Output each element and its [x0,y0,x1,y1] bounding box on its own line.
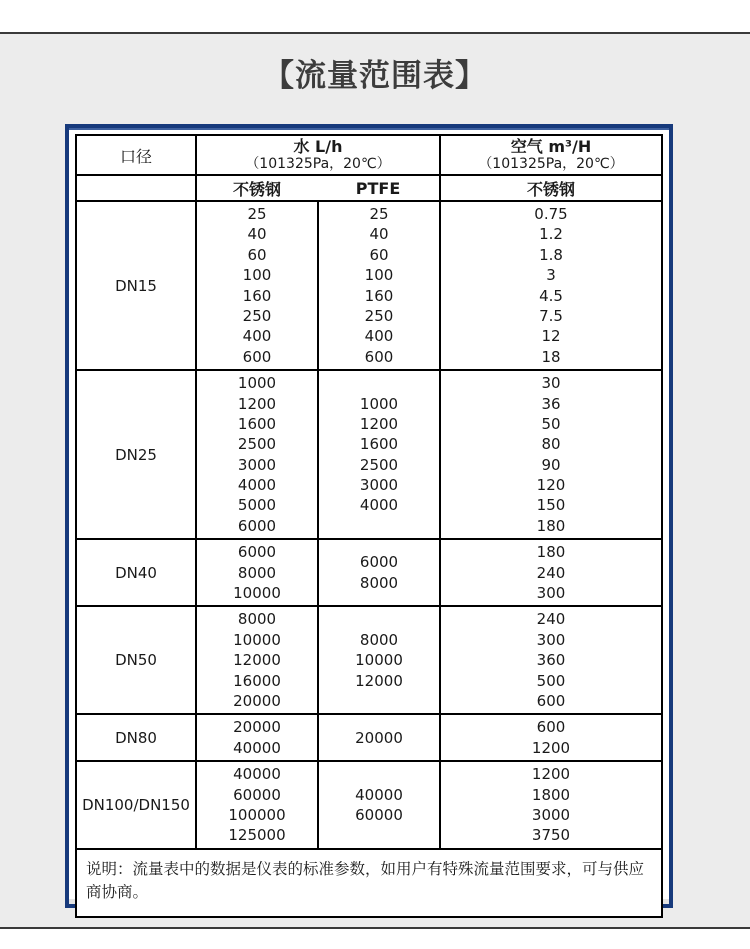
value-line: 3000 [531,805,571,824]
diameter-label: DN50 [115,651,157,670]
air-ss-cell [439,540,661,605]
value-line: 1600 [359,435,399,454]
value-line: 180 [536,543,566,562]
diameter-subheader-empty-cell [77,176,195,200]
value-line: 1800 [531,785,571,804]
air-ss-column-header: 不锈钢 [439,176,661,200]
value-line: 600 [536,691,566,710]
value-line: 40 [247,225,267,244]
value-line: 3750 [531,826,571,845]
value-line: 40000 [355,785,403,804]
diameter-label: DN80 [115,728,157,747]
table-row-dn100-dn150 [77,760,661,848]
value-line: 3000 [237,455,277,474]
ptfe-cell [317,762,439,848]
value-line: 400 [242,327,272,346]
value-line: 2500 [237,435,277,454]
value-line: 16000 [233,671,281,690]
value-line: 60 [369,245,389,264]
water-ss-cell [195,607,317,713]
value-line: 100 [242,266,272,285]
note-text: 说明：流量表中的数据是仪表的标准参数，如用户有特殊流量范围要求，可与供应商协商。 [86,859,645,901]
value-line: 100 [364,266,394,285]
diameter-label: DN100/DN150 [82,795,190,814]
water-group-condition: （101325Pa，20℃） [245,155,391,172]
value-line: 20000 [355,728,403,747]
value-line: 250 [364,306,394,325]
value-line: 125000 [228,826,286,845]
value-line: 8000 [359,573,399,592]
value-line: 160 [242,286,272,305]
value-line: 160 [364,286,394,305]
water-group-title: 水 L/h [293,136,343,156]
bottom-divider-rule [0,927,750,929]
air-ss-cell [439,371,661,538]
diameter-label: DN15 [115,276,157,295]
ptfe-cell [317,607,439,713]
value-line: 25 [247,205,267,223]
value-line: 2500 [359,455,399,474]
value-line: 7.5 [539,306,563,325]
value-line: 60000 [355,805,403,824]
value-line: 1.8 [539,245,563,264]
value-line: 18 [541,347,561,366]
value-line: 1200 [531,738,571,757]
value-line: 6000 [237,543,277,562]
value-line: 4.5 [539,286,563,305]
value-line: 1200 [359,414,399,433]
value-line: 60 [247,245,267,264]
value-line: 10000 [233,630,281,649]
value-line: 6000 [359,553,399,572]
value-line: 10000 [233,584,281,603]
air-ss-cell [439,607,661,713]
value-line: 25 [369,205,389,223]
value-line: 600 [536,718,566,737]
air-ss-cell [439,202,661,369]
table-row-dn80 [77,713,661,760]
table-row-dn15 [77,200,661,369]
value-line: 3000 [359,476,399,495]
flow-range-frame [65,124,673,908]
header-row-materials [77,174,661,200]
value-line: 30 [541,374,561,393]
ptfe-cell [317,371,439,538]
air-ss-cell [439,715,661,760]
value-line: 500 [536,671,566,690]
value-line: 300 [536,584,566,603]
water-ss-cell [195,540,317,605]
value-line: 8000 [359,630,399,649]
value-line: 12000 [233,651,281,670]
diameter-label: DN40 [115,563,157,582]
water-ss-cell [195,371,317,538]
water-ss-cell [195,715,317,760]
value-line: 300 [536,630,566,649]
value-line: 12 [541,327,561,346]
value-line: 240 [536,610,566,629]
table-row-dn50 [77,605,661,713]
value-line: 8000 [237,563,277,582]
value-line: 8000 [237,610,277,629]
value-line: 36 [541,394,561,413]
value-line: 60000 [233,785,281,804]
header-row-groups [77,136,661,174]
table-row-dn25 [77,369,661,538]
value-line: 4000 [359,496,399,515]
value-line: 600 [364,347,394,366]
water-ptfe-column-header: PTFE [355,178,401,198]
air-ss-cell [439,762,661,848]
value-line: 180 [536,516,566,535]
value-line: 10000 [355,651,403,670]
value-line: 1200 [237,394,277,413]
water-ss-column-header: 不锈钢 [195,176,317,200]
value-line: 5000 [237,496,277,515]
note-row [77,848,661,916]
value-line: 1000 [237,374,277,393]
table-row-dn40 [77,538,661,605]
value-line: 120 [536,476,566,495]
value-line: 6000 [237,516,277,535]
diameter-header-cell [77,136,195,174]
air-group-header-cell [439,136,661,174]
value-line: 600 [242,347,272,366]
water-group-header-cell [195,136,439,174]
value-line: 1200 [531,765,571,784]
ptfe-cell [317,540,439,605]
value-line: 90 [541,455,561,474]
value-line: 20000 [233,718,281,737]
air-group-condition: （101325Pa，20℃） [478,155,624,172]
water-ss-cell [195,202,317,369]
air-group-title: 空气 m³/H [510,136,592,156]
value-line: 1.2 [539,225,563,244]
value-line: 12000 [355,671,403,690]
value-line: 250 [242,306,272,325]
value-line: 1000 [359,394,399,413]
value-line: 40000 [233,738,281,757]
value-line: 400 [364,327,394,346]
value-line: 20000 [233,691,281,710]
value-line: 1600 [237,414,277,433]
flow-range-table [75,134,663,918]
value-line: 240 [536,563,566,582]
value-line: 4000 [237,476,277,495]
value-line: 100000 [228,805,286,824]
value-line: 150 [536,496,566,515]
value-line: 360 [536,651,566,670]
value-line: 80 [541,435,561,454]
ptfe-cell [317,715,439,760]
diameter-label: DN25 [115,445,157,464]
value-line: 40 [369,225,389,244]
ptfe-cell [317,202,439,369]
value-line: 50 [541,414,561,433]
page-title: 【流量范围表】 [263,58,487,94]
value-line: 0.75 [534,205,568,223]
value-line: 3 [546,266,556,285]
diameter-header-label: 口径 [119,146,152,166]
value-line: 40000 [233,765,281,784]
water-ss-cell [195,762,317,848]
